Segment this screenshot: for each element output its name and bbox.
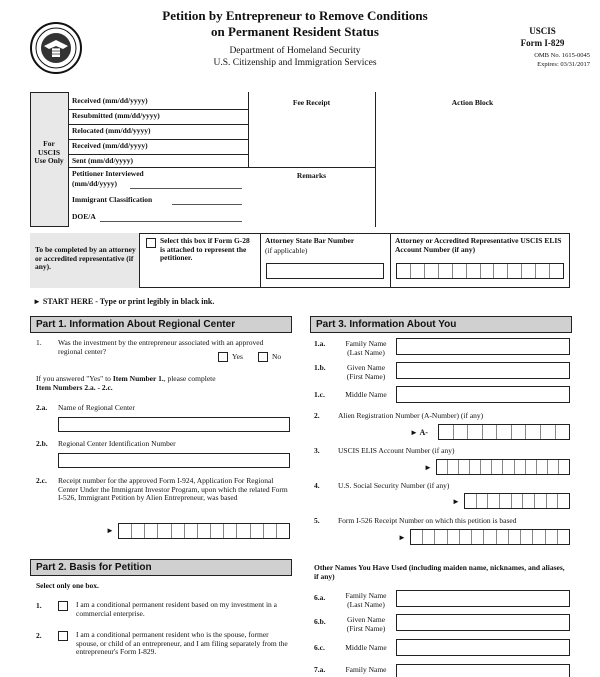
part1-no-label: No xyxy=(272,352,282,361)
office-row-resubmitted: Resubmitted (mm/dd/yyyy) xyxy=(72,111,160,120)
part3-q6c-num: 6.c. xyxy=(314,643,325,652)
part1-yes-label: Yes xyxy=(232,352,243,361)
part1-no-checkbox[interactable] xyxy=(258,352,268,362)
petitioner-interviewed-date: (mm/dd/yyyy) xyxy=(72,179,117,188)
part2-select-one: Select only one box. xyxy=(36,581,99,590)
action-block-label: Action Block xyxy=(451,98,494,107)
other-middle-name-input[interactable] xyxy=(396,639,570,656)
part2-header: Part 2. Basis for Petition xyxy=(30,559,292,576)
part3-q4-label: U.S. Social Security Number (if any) xyxy=(338,481,450,490)
part1-q2b-num: 2.b. xyxy=(36,439,48,448)
form-number: Form I-829 xyxy=(520,38,565,48)
i924-receipt-input[interactable] xyxy=(118,523,290,539)
a-number-prefix: ► A- xyxy=(410,428,428,437)
part1-q2a-label: Name of Regional Center xyxy=(58,403,135,412)
attorney-elis-input[interactable] xyxy=(396,263,564,279)
elis-arrow-icon: ► xyxy=(424,463,432,472)
attorney-elis-label: Attorney or Accredited Representative USCIS ELIS Account Number (if any) xyxy=(395,236,562,254)
office-row-relocated: Relocated (mm/dd/yyyy) xyxy=(72,126,151,135)
family-name-input[interactable] xyxy=(396,338,570,355)
part3-q1a-label: Family Name (Last Name) xyxy=(345,339,387,357)
part1-instruction xyxy=(36,375,296,392)
agency-name: U.S. Citizenship and Immigration Services xyxy=(213,58,377,68)
part3-q2-num: 2. xyxy=(314,411,320,420)
a-number-input[interactable] xyxy=(438,424,570,440)
part3-header: Part 3. Information About You xyxy=(310,316,572,333)
part3-q4-num: 4. xyxy=(314,481,320,490)
office-row-received: Received (mm/dd/yyyy) xyxy=(72,96,148,105)
attorney-bar-number-label: Attorney State Bar Number xyxy=(265,236,355,245)
seal-icon xyxy=(30,22,82,74)
attorney-label: To be completed by an attorney or accredited representative (if any). xyxy=(35,245,136,272)
part1-instruction-text: If you answered "Yes" to xyxy=(36,374,111,383)
middle-name-input[interactable] xyxy=(396,386,570,403)
g28-text: Select this box if Form G-28 is attached to represent the petitioner. xyxy=(160,236,250,263)
given-name-input[interactable] xyxy=(396,362,570,379)
part1-q2c-label: Receipt number for the approved Form I-924, Application For Regional Center Under the Immigrant Investor Program, upon which the related Form I-526, Immigrant Petition by Alien Entrepreneur, was based xyxy=(58,476,288,503)
other-family-name-2-input[interactable] xyxy=(396,664,570,677)
attorney-bar-number-sub: (if applicable) xyxy=(265,246,308,255)
part2-opt2-text: I am a conditional permanent resident who is the spouse, former spouse, or child of an entrepreneur, and I am filing separately from the entrepreneur's Form I-829. xyxy=(76,630,288,657)
form-title-line2: on Permanent Resident Status xyxy=(211,24,379,39)
part3-q1c-num: 1.c. xyxy=(314,390,325,399)
part1-q2a-num: 2.a. xyxy=(36,403,48,412)
doe-a-label: DOE/A xyxy=(72,212,96,221)
part2-opt2-checkbox[interactable] xyxy=(58,631,68,641)
department-name: Department of Homeland Security xyxy=(229,46,361,56)
part3-q5-num: 5. xyxy=(314,516,320,525)
regional-center-id-input[interactable] xyxy=(58,453,290,468)
form-agency: USCIS xyxy=(529,26,556,36)
form-title-line1: Petition by Entrepreneur to Remove Conditions xyxy=(162,8,428,23)
part1-instruction-item: Item Number 1. xyxy=(112,374,164,383)
part3-q3-num: 3. xyxy=(314,446,320,455)
part3-q1c-label: Middle Name xyxy=(345,390,387,399)
part3-q6a-num: 6.a. xyxy=(314,593,326,602)
other-family-name-input[interactable] xyxy=(396,590,570,607)
part3-q1b-num: 1.b. xyxy=(314,363,326,372)
ssn-arrow-icon: ► xyxy=(452,497,460,506)
other-given-name-input[interactable] xyxy=(396,614,570,631)
regional-center-name-input[interactable] xyxy=(58,417,290,432)
ssn-input[interactable] xyxy=(464,493,570,509)
dhs-seal xyxy=(30,22,82,74)
expiration-date: Expires: 03/31/2017 xyxy=(537,61,590,68)
for-uscis-use-only-label: For USCIS Use Only xyxy=(34,139,64,166)
part2-opt1-num: 1. xyxy=(36,601,42,610)
part1-q2c-num: 2.c. xyxy=(36,476,47,485)
part1-q1-text: Was the investment by the entrepreneur associated with an approved regional center? xyxy=(58,338,264,356)
part3-q6b-num: 6.b. xyxy=(314,617,326,626)
part3-q7a-num: 7.a. xyxy=(314,665,326,674)
start-here-instruction: ► START HERE - Type or print legibly in black ink. xyxy=(33,297,215,306)
fee-receipt-label: Fee Receipt xyxy=(292,98,331,107)
part1-instruction-items: Item Numbers 2.a. - 2.c. xyxy=(36,382,113,392)
part2-opt2-num: 2. xyxy=(36,631,42,640)
i924-arrow-icon: ► xyxy=(106,526,114,535)
part2-opt1-checkbox[interactable] xyxy=(58,601,68,611)
part1-yes-checkbox[interactable] xyxy=(218,352,228,362)
other-names-heading: Other Names You Have Used (including maiden name, nicknames, and aliases, if any) xyxy=(314,563,565,581)
part3-q7a-label: Family Name xyxy=(345,665,387,674)
part3-q6b-label: Given Name (First Name) xyxy=(346,615,386,633)
elis-account-input[interactable] xyxy=(436,459,570,475)
office-row-received-2: Received (mm/dd/yyyy) xyxy=(72,141,148,150)
part3-q1b-label: Given Name (First Name) xyxy=(346,363,386,381)
office-row-sent: Sent (mm/dd/yyyy) xyxy=(72,156,134,165)
omb-number: OMB No. 1615-0045 xyxy=(534,52,590,59)
attorney-bar-number-input[interactable] xyxy=(266,263,384,279)
i526-receipt-input[interactable] xyxy=(410,529,570,545)
part3-q6a-label: Family Name (Last Name) xyxy=(345,591,387,609)
i526-arrow-icon: ► xyxy=(398,533,406,542)
part2-opt1-text: I am a conditional permanent resident based on my investment in a commercial enterprise. xyxy=(76,600,277,618)
remarks-label: Remarks xyxy=(296,171,327,180)
part1-q1-num: 1. xyxy=(36,338,42,347)
part1-instruction-text-b: , please complete xyxy=(163,374,216,383)
petitioner-interviewed-label: Petitioner Interviewed xyxy=(72,169,144,178)
part1-header: Part 1. Information About Regional Center xyxy=(30,316,292,333)
part3-q2-label: Alien Registration Number (A-Number) (if any) xyxy=(338,411,484,420)
g28-checkbox[interactable] xyxy=(146,238,156,248)
part1-q2b-label: Regional Center Identification Number xyxy=(58,439,176,448)
part3-q1a-num: 1.a. xyxy=(314,339,326,348)
part3-q6c-label: Middle Name xyxy=(345,643,387,652)
immigrant-classification-label: Immigrant Classification xyxy=(72,195,153,204)
part3-q5-label: Form I-526 Receipt Number on which this petition is based xyxy=(338,516,517,525)
uscis-inner-action xyxy=(375,92,570,227)
part3-q3-label: USCIS ELIS Account Number (if any) xyxy=(338,446,455,455)
